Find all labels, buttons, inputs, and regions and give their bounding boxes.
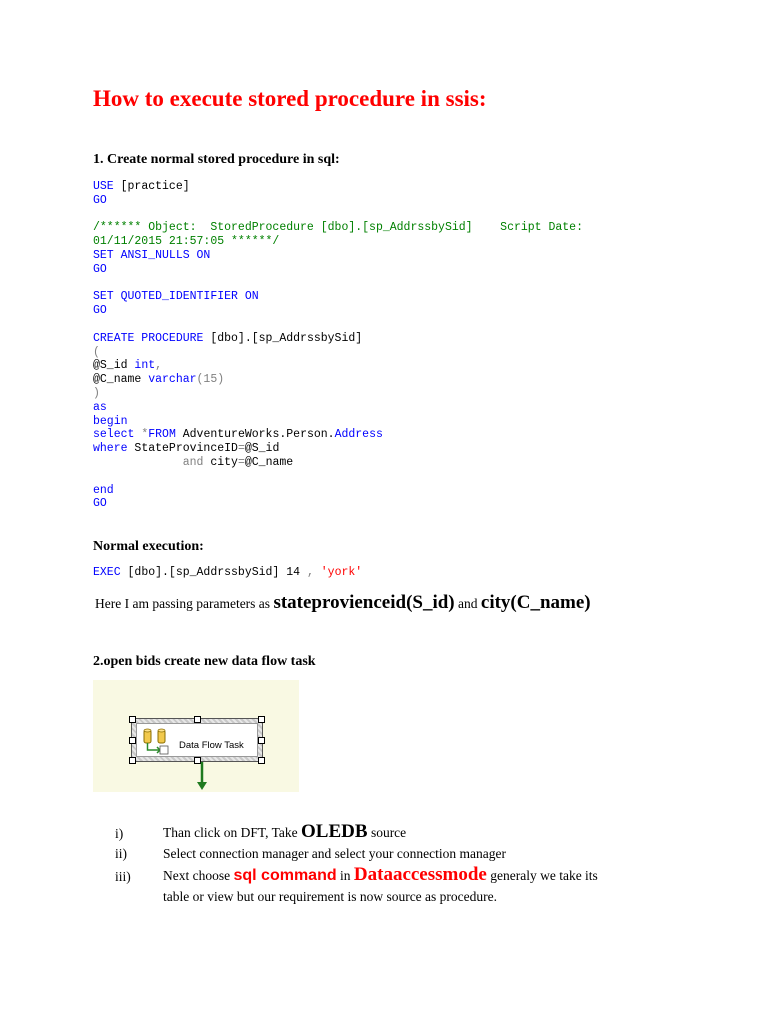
code-punct: ( [93, 345, 100, 359]
list-number: i) [115, 826, 124, 841]
params-prefix: Here I am passing parameters as [95, 596, 274, 611]
params-paragraph [95, 592, 591, 614]
code-text: city [203, 455, 238, 469]
code-keyword: select [93, 428, 135, 442]
code-keyword: GO [93, 193, 107, 207]
section-2-heading: 2.open bids create new data flow task [93, 654, 316, 669]
code-punct: = [237, 442, 245, 456]
param-city: city(C_name) [480, 592, 591, 613]
code-keyword: int [134, 359, 156, 373]
code-keyword: as [93, 400, 107, 414]
resize-handle[interactable] [258, 716, 265, 723]
code-text: StateProvinceID [127, 442, 238, 456]
code-keyword: where [93, 442, 128, 456]
oledb-term: OLEDB [301, 821, 368, 842]
code-keyword: Address [334, 428, 383, 442]
data-flow-icon [141, 727, 175, 757]
list-text: Select connection manager and select your connection manager [163, 846, 506, 861]
resize-handle[interactable] [258, 737, 265, 744]
data-flow-task-node[interactable] [131, 718, 263, 762]
code-punct: , [306, 566, 314, 579]
resize-handle[interactable] [129, 716, 136, 723]
code-punct: * [134, 428, 149, 442]
code-text: AdventureWorks.Person. [175, 428, 335, 442]
code-punct: (15) [196, 373, 225, 387]
code-comment: 01/11/2015 21:57:05 ******/ [93, 235, 280, 249]
dataaccessmode-term: Dataaccessmode [353, 864, 487, 885]
params-middle: and [454, 596, 481, 611]
sql-code-block [93, 180, 583, 511]
list-number: ii) [115, 846, 127, 861]
code-keyword: FROM [148, 428, 176, 442]
code-keyword: CREATE PROCEDURE [93, 331, 204, 345]
list-text [163, 864, 598, 886]
resize-handle[interactable] [129, 757, 136, 764]
code-text: @S_id [93, 359, 135, 373]
list-item [115, 864, 598, 885]
step-text: source [367, 825, 407, 840]
list-item [115, 846, 506, 862]
code-keyword: SET QUOTED_IDENTIFIER ON [93, 290, 259, 304]
code-keyword: begin [93, 414, 128, 428]
step-text: generaly we take its [486, 868, 598, 883]
code-text: @C_name [244, 455, 294, 469]
step-text: Than click on DFT, Take [163, 825, 302, 840]
page-title: How to execute stored procedure in ssis: [93, 86, 487, 111]
precedence-arrow-icon[interactable] [196, 760, 208, 792]
code-punct: ) [93, 386, 100, 400]
code-text: @C_name [93, 373, 149, 387]
data-flow-task-screenshot [93, 680, 299, 792]
code-string: 'york' [313, 566, 363, 579]
list-item-continuation: table or view but our requirement is now source as procedure. [163, 889, 498, 904]
normal-execution-heading: Normal execution: [93, 539, 204, 554]
resize-handle[interactable] [194, 716, 201, 723]
resize-handle[interactable] [258, 757, 265, 764]
code-keyword: GO [93, 304, 107, 318]
param-stateprovienceid: stateprovienceid(S_id) [273, 592, 455, 613]
code-comment: /****** Object: StoredProcedure [dbo].[sp_AddrssbySid] Script Date: [93, 221, 583, 235]
code-keyword: EXEC [93, 566, 121, 579]
code-text: [practice] [113, 180, 190, 193]
code-keyword: SET ANSI_NULLS ON [93, 248, 211, 262]
code-punct: and [182, 455, 204, 469]
code-text: [dbo].[sp_AddrssbySid] 14 [120, 566, 307, 579]
code-keyword: GO [93, 497, 107, 511]
data-flow-task-label: Data Flow Task [179, 740, 244, 751]
code-keyword: end [93, 483, 114, 497]
code-keyword: varchar [148, 373, 197, 387]
data-flow-task-inner [136, 723, 258, 757]
code-keyword: USE [93, 180, 114, 193]
section-1-heading: 1. Create normal stored procedure in sql: [93, 152, 340, 167]
code-indent [93, 456, 183, 469]
resize-handle[interactable] [129, 737, 136, 744]
step-text: Next choose [163, 868, 234, 883]
code-text: @S_id [244, 442, 280, 456]
exec-code-line [93, 566, 362, 580]
step-text: in [336, 868, 354, 883]
code-punct: = [237, 455, 245, 469]
code-text: [dbo].[sp_AddrssbySid] [203, 331, 363, 345]
list-item [115, 821, 407, 842]
list-text [163, 821, 406, 843]
code-keyword: GO [93, 262, 107, 276]
list-number: iii) [115, 869, 131, 884]
sql-command-term: sql command [233, 867, 337, 884]
code-punct: , [155, 359, 163, 373]
